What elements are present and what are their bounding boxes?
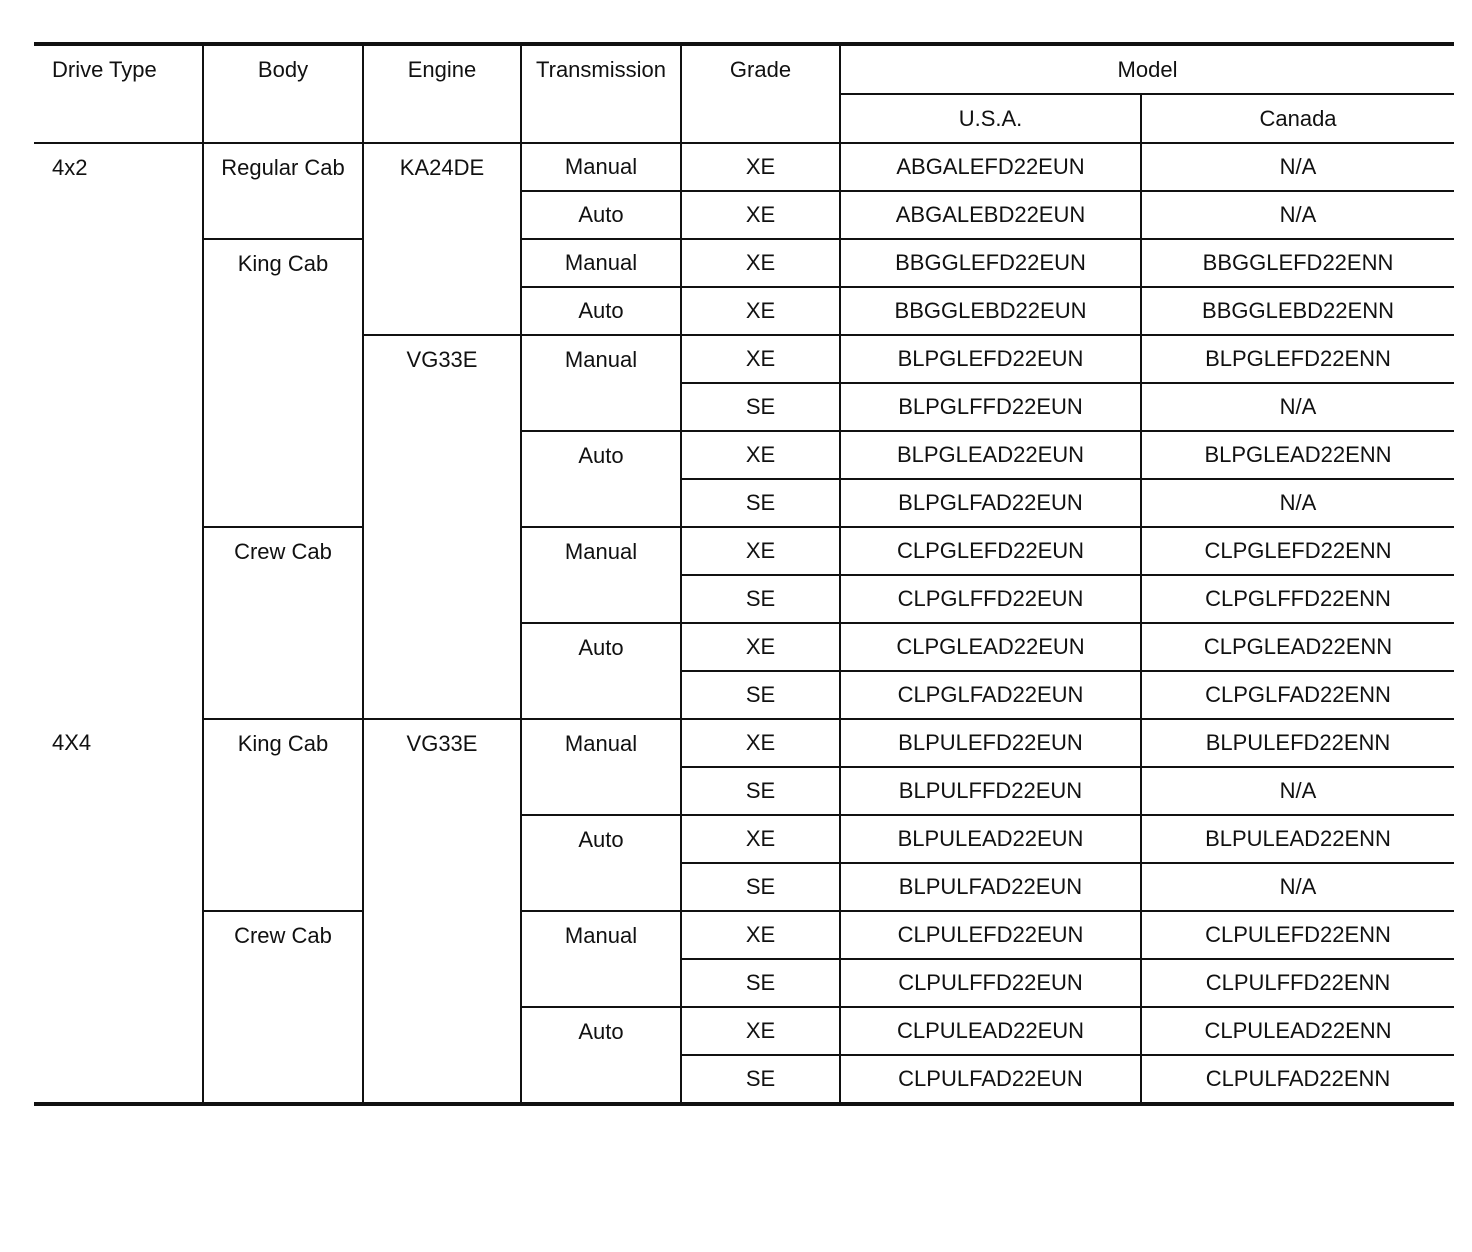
usa-model-cell: CLPULFAD22EUN <box>840 1055 1141 1104</box>
usa-model-cell: ABGALEFD22EUN <box>840 143 1141 191</box>
canada-model-cell: BLPULEAD22ENN <box>1141 815 1454 863</box>
usa-model-cell: CLPGLEFD22EUN <box>840 527 1141 575</box>
usa-model-cell: CLPGLEAD22EUN <box>840 623 1141 671</box>
usa-model-cell: BLPGLFFD22EUN <box>840 383 1141 431</box>
grade-cell: XE <box>681 335 840 383</box>
body-cell: King Cab <box>203 719 363 911</box>
usa-model-cell: CLPULEFD22EUN <box>840 911 1141 959</box>
grade-cell: XE <box>681 143 840 191</box>
usa-model-cell: BLPULFAD22EUN <box>840 863 1141 911</box>
transmission-cell: Auto <box>521 1007 681 1104</box>
table-row <box>34 143 1454 191</box>
canada-model-cell: BLPULEFD22ENN <box>1141 719 1454 767</box>
canada-model-cell: BLPGLEFD22ENN <box>1141 335 1454 383</box>
grade-cell: XE <box>681 191 840 239</box>
canada-model-cell: N/A <box>1141 863 1454 911</box>
grade-cell: SE <box>681 671 840 719</box>
transmission-cell: Auto <box>521 431 681 527</box>
grade-cell: XE <box>681 287 840 335</box>
table-row <box>34 719 1454 767</box>
canada-model-cell: N/A <box>1141 479 1454 527</box>
canada-model-cell: CLPGLEAD22ENN <box>1141 623 1454 671</box>
drive-type-cell: 4X4 <box>52 730 92 755</box>
usa-model-cell: CLPGLFFD22EUN <box>840 575 1141 623</box>
grade-cell: XE <box>681 623 840 671</box>
grade-cell: XE <box>681 239 840 287</box>
usa-model-cell: BLPGLEAD22EUN <box>840 431 1141 479</box>
grade-cell: SE <box>681 767 840 815</box>
usa-model-cell: BLPGLFAD22EUN <box>840 479 1141 527</box>
header-grade: Grade <box>681 44 840 143</box>
header-transmission: Transmission <box>521 44 681 143</box>
usa-model-cell: BBGGLEBD22EUN <box>840 287 1141 335</box>
body-cell: Crew Cab <box>203 527 363 719</box>
table-row <box>34 239 1454 287</box>
grade-cell: SE <box>681 479 840 527</box>
grade-cell: SE <box>681 959 840 1007</box>
table-row <box>34 911 1454 959</box>
grade-cell: XE <box>681 431 840 479</box>
canada-model-cell: BLPGLEAD22ENN <box>1141 431 1454 479</box>
usa-model-cell: BLPGLEFD22EUN <box>840 335 1141 383</box>
transmission-cell: Auto <box>521 815 681 911</box>
transmission-cell: Auto <box>521 623 681 719</box>
transmission-cell: Auto <box>521 287 681 335</box>
grade-cell: XE <box>681 527 840 575</box>
canada-model-cell: N/A <box>1141 383 1454 431</box>
body-cell: King Cab <box>203 239 363 527</box>
transmission-cell: Manual <box>521 911 681 1007</box>
canada-model-cell: CLPULFFD22ENN <box>1141 959 1454 1007</box>
usa-model-cell: BBGGLEFD22EUN <box>840 239 1141 287</box>
body-cell: Crew Cab <box>203 911 363 1104</box>
usa-model-cell: BLPULEFD22EUN <box>840 719 1141 767</box>
grade-cell: XE <box>681 911 840 959</box>
transmission-cell: Manual <box>521 143 681 191</box>
usa-model-cell: BLPULEAD22EUN <box>840 815 1141 863</box>
engine-cell: KA24DE <box>363 143 521 335</box>
engine-cell: VG33E <box>363 719 521 1104</box>
grade-cell: XE <box>681 815 840 863</box>
table-row <box>34 527 1454 575</box>
header-body: Body <box>203 44 363 143</box>
grade-cell: SE <box>681 863 840 911</box>
usa-model-cell: ABGALEBD22EUN <box>840 191 1141 239</box>
transmission-cell: Auto <box>521 191 681 239</box>
usa-model-cell: CLPGLFAD22EUN <box>840 671 1141 719</box>
transmission-cell: Manual <box>521 239 681 287</box>
grade-cell: SE <box>681 1055 840 1104</box>
header-usa: U.S.A. <box>840 94 1141 143</box>
header-drive-type: Drive Type <box>34 44 203 143</box>
header-engine: Engine <box>363 44 521 143</box>
drive-type-cell: 4x2 <box>52 155 88 180</box>
engine-cell: VG33E <box>363 335 521 719</box>
grade-cell: SE <box>681 575 840 623</box>
transmission-cell: Manual <box>521 335 681 431</box>
usa-model-cell: CLPULEAD22EUN <box>840 1007 1141 1055</box>
transmission-cell: Manual <box>521 719 681 815</box>
canada-model-cell: CLPGLFFD22ENN <box>1141 575 1454 623</box>
canada-model-cell: BBGGLEFD22ENN <box>1141 239 1454 287</box>
usa-model-cell: BLPULFFD22EUN <box>840 767 1141 815</box>
header-model: Model <box>840 44 1454 94</box>
transmission-cell: Manual <box>521 527 681 623</box>
canada-model-cell: CLPULFAD22ENN <box>1141 1055 1454 1104</box>
grade-cell: XE <box>681 719 840 767</box>
canada-model-cell: CLPULEAD22ENN <box>1141 1007 1454 1055</box>
usa-model-cell: CLPULFFD22EUN <box>840 959 1141 1007</box>
canada-model-cell: N/A <box>1141 143 1454 191</box>
canada-model-cell: N/A <box>1141 191 1454 239</box>
canada-model-cell: CLPGLEFD22ENN <box>1141 527 1454 575</box>
canada-model-cell: CLPGLFAD22ENN <box>1141 671 1454 719</box>
grade-cell: SE <box>681 383 840 431</box>
header-canada: Canada <box>1141 94 1454 143</box>
body-cell: Regular Cab <box>203 143 363 239</box>
canada-model-cell: CLPULEFD22ENN <box>1141 911 1454 959</box>
canada-model-cell: BBGGLEBD22ENN <box>1141 287 1454 335</box>
model-table <box>34 42 1454 1106</box>
canada-model-cell: N/A <box>1141 767 1454 815</box>
grade-cell: XE <box>681 1007 840 1055</box>
